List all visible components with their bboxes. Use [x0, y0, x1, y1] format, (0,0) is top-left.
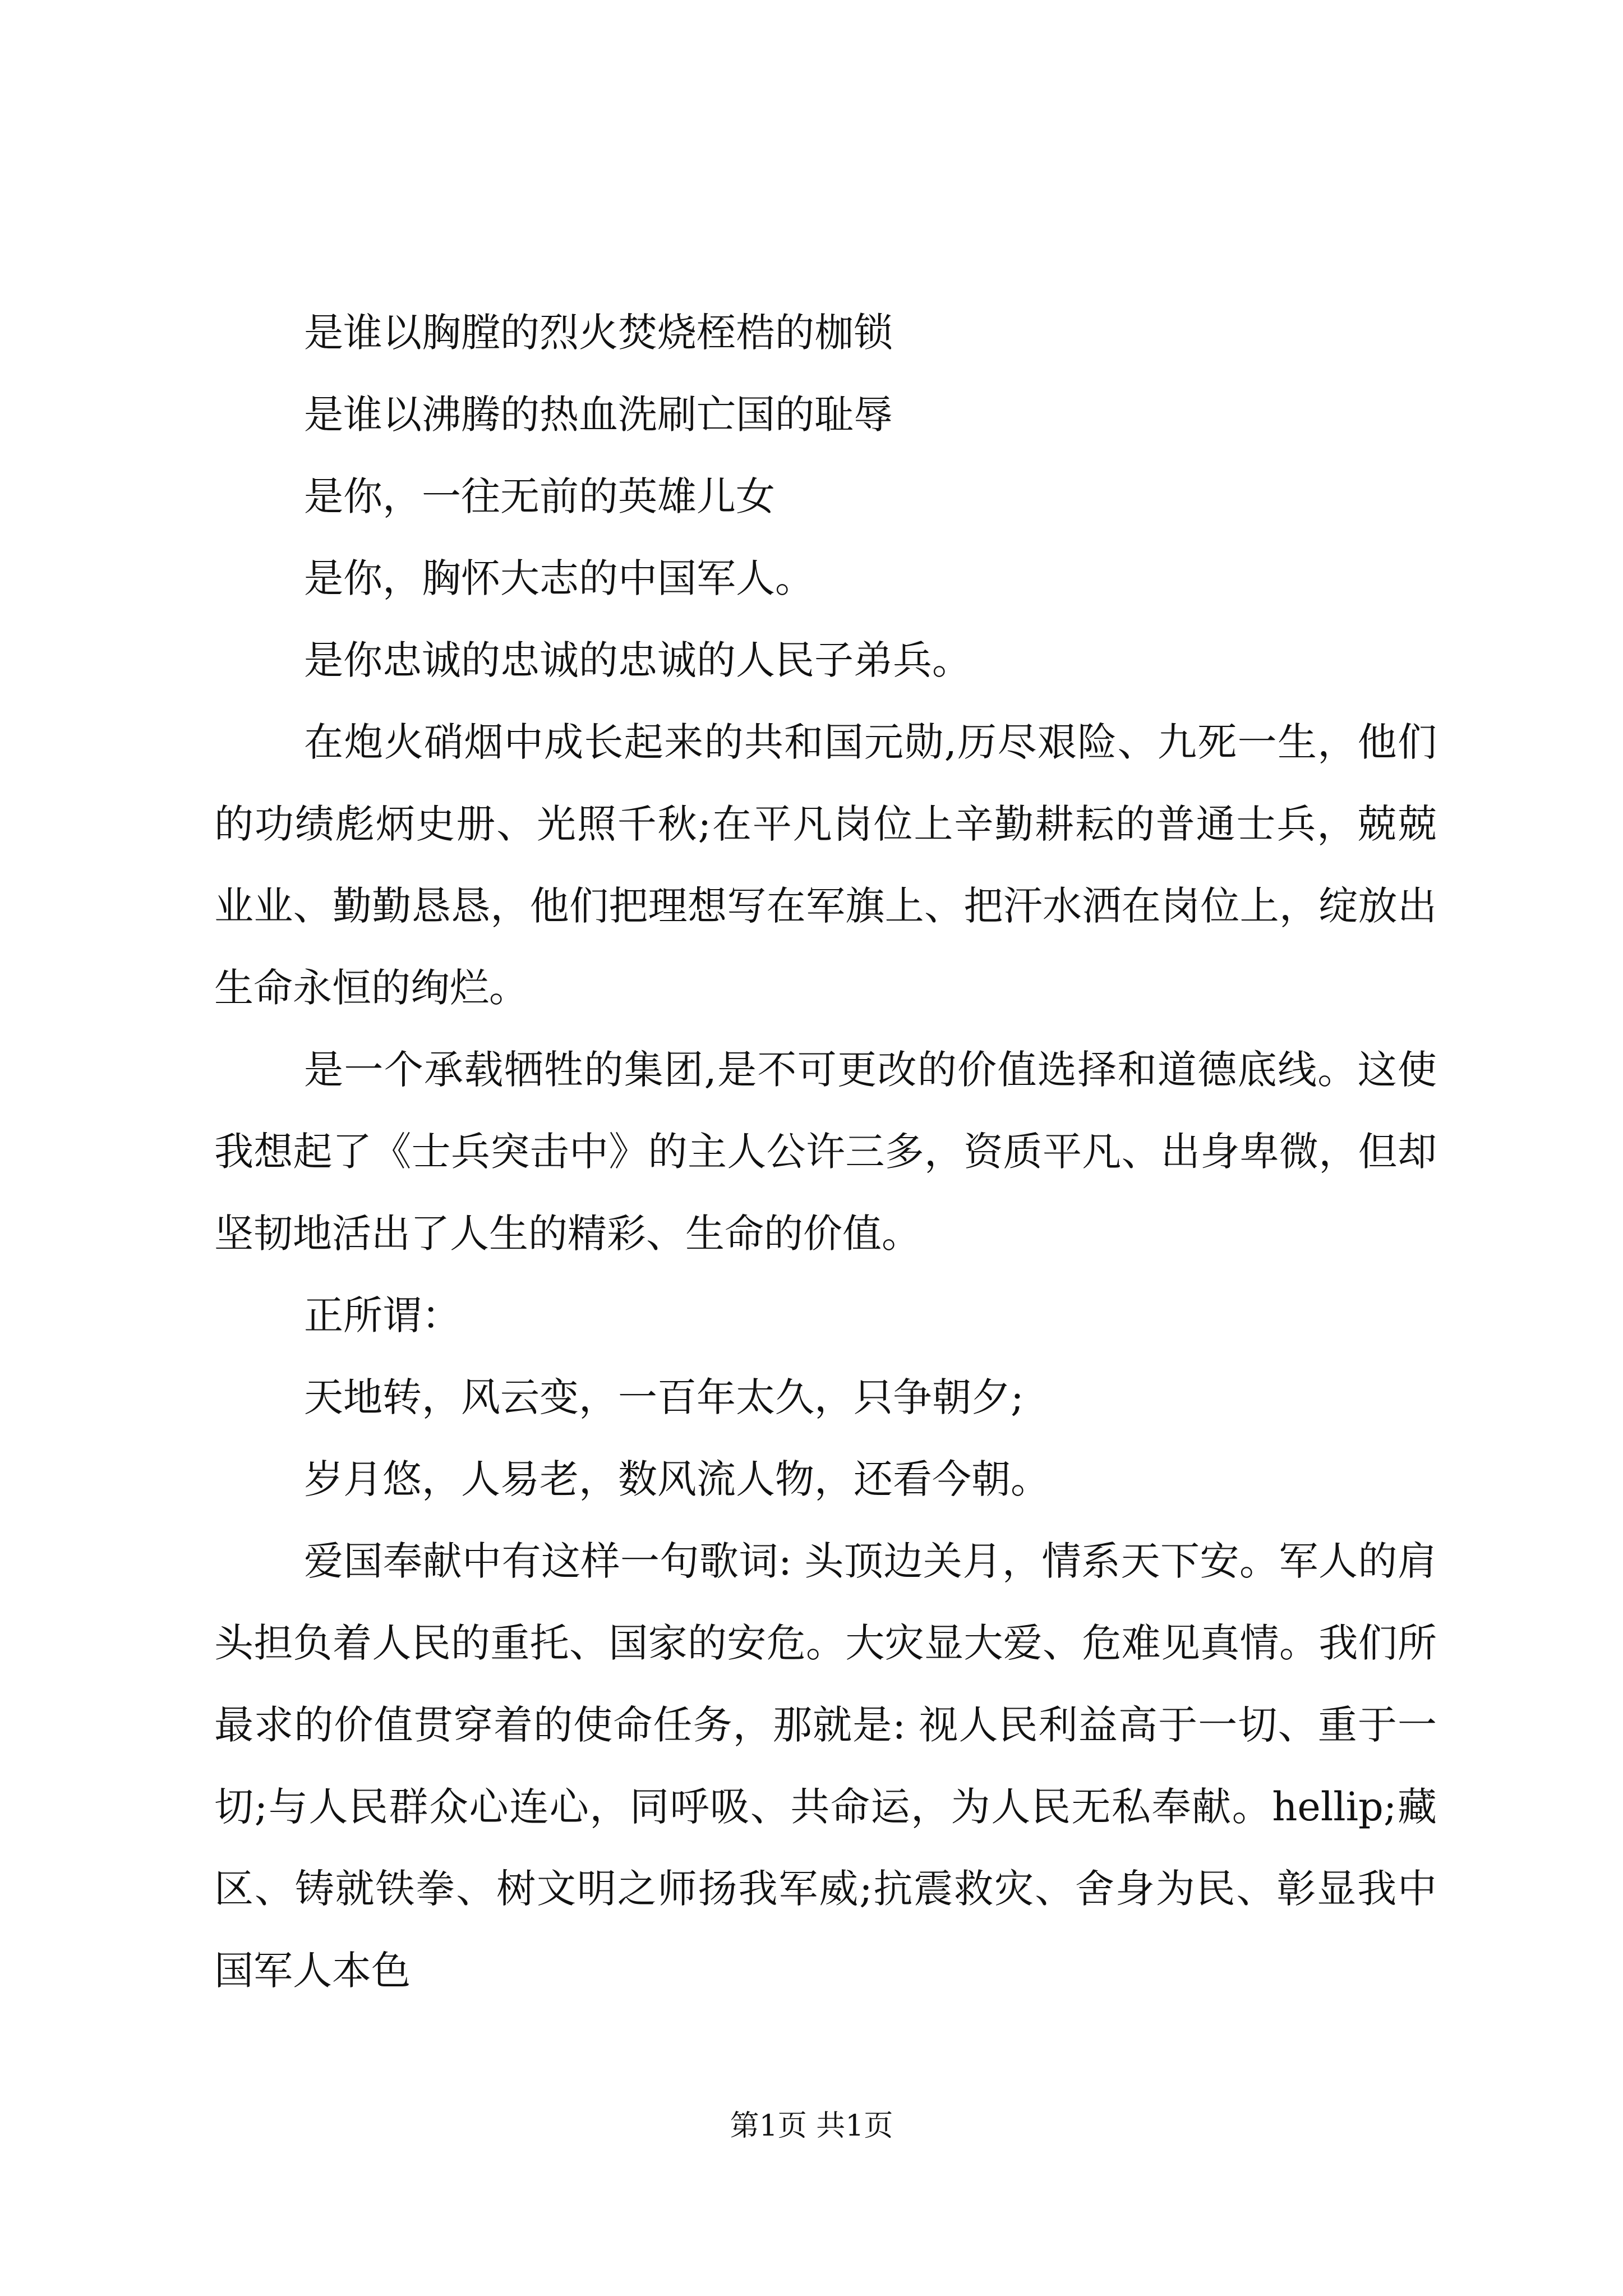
paragraph: 是谁以沸腾的热血洗刷亡国的耻辱: [304, 392, 893, 438]
page-number: 第1页 共1页: [730, 2109, 893, 2143]
paragraph: 天地转，风云变，一百年太久，只争朝夕;: [304, 1374, 1024, 1420]
paragraph: 岁月悠，人易老，数风流人物，还看今朝。: [304, 1456, 1050, 1502]
paragraph: 是你，一往无前的英雄儿女: [304, 473, 775, 519]
paragraph: 是一个承载牺牲的集团,是不可更改的价值选择和道德底线。这使我想起了《士兵突击中》的主人公许三多，资质平凡、出身卑微，但却坚韧地活出了人生的精彩、生命的价值。: [214, 1047, 1437, 1257]
paragraph: 在炮火硝烟中成长起来的共和国元勋,历尽艰险、九死一生，他们的功绩彪炳史册、光照千秋;在平凡岗位上辛勤耕耘的普通士兵，兢兢业业、勤勤恳恳，他们把理想写在军旗上、把汗水洒在岗位上，绽放出生命永恒的绚烂。: [214, 719, 1437, 1011]
paragraph: 正所谓：: [304, 1292, 461, 1338]
document-body: [214, 292, 1437, 2012]
paragraph: 爱国奉献中有这样一句歌词: 头顶边关月，情系天下安。军人的肩头担负着人民的重托、国家的安危。大灾显大爱、危难见真情。我们所最求的价值贯穿着的使命任务，那就是: 视人民利益高于一切、重于一切;与人民群众心连心，同呼吸、共命运，为人民无私奉献。hellip;藏区、铸就铁拳、树文明之师扬我军威;抗震救灾、舍身为民、彰显我中国军人本色: [214, 1538, 1437, 1994]
page-footer: [0, 2106, 1623, 2146]
paragraph: 是你，胸怀大志的中国军人。: [304, 555, 814, 601]
paragraph: 是你忠诚的忠诚的忠诚的人民子弟兵。: [304, 637, 971, 683]
paragraph: 是谁以胸膛的烈火焚烧桎梏的枷锁: [304, 310, 893, 356]
